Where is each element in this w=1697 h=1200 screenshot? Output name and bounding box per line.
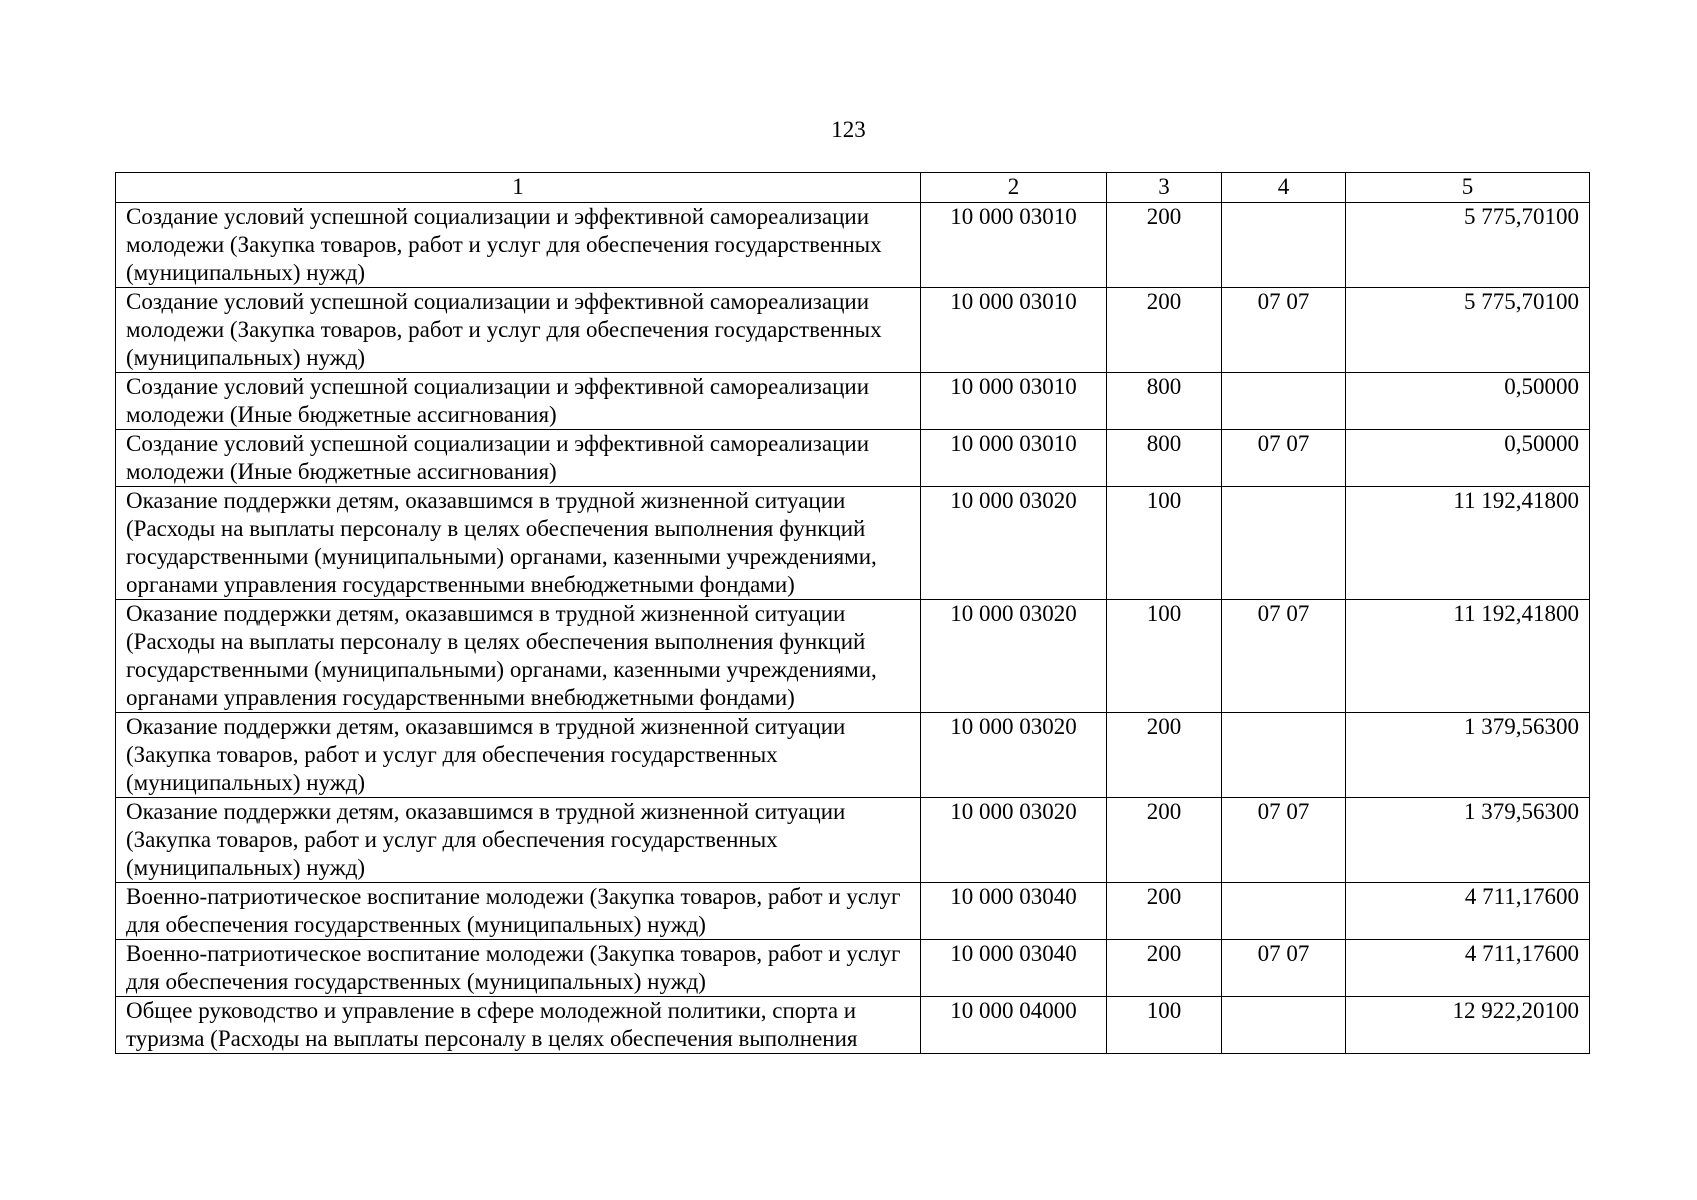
row-amount: 1 379,56300 [1346,713,1590,798]
row-expense-type: 200 [1107,798,1222,883]
row-amount: 1 379,56300 [1346,798,1590,883]
row-amount: 5 775,70100 [1346,203,1590,288]
table-row [116,798,1590,883]
row-expense-type: 800 [1107,373,1222,430]
table-row [116,487,1590,600]
row-section [1222,883,1346,940]
row-section: 07 07 [1222,288,1346,373]
table-row [116,373,1590,430]
row-section: 07 07 [1222,430,1346,487]
table-header-row [116,173,1590,203]
row-amount: 11 192,41800 [1346,487,1590,600]
table-row [116,997,1590,1054]
row-amount: 4 711,17600 [1346,883,1590,940]
row-code: 10 000 03010 [921,373,1107,430]
row-expense-type: 800 [1107,430,1222,487]
row-expense-type: 200 [1107,713,1222,798]
row-name: Оказание поддержки детям, оказавшимся в трудной жизненной ситуации (Закупка товаров, работ и услуг для обеспечения государственных (муниципальных) нужд) [116,798,921,883]
row-expense-type: 100 [1107,997,1222,1054]
row-name: Оказание поддержки детям, оказавшимся в трудной жизненной ситуации (Расходы на выплаты персоналу в целях обеспечения выполнения функций государственными (муниципальными) органами, казенными учреждениями, органами управления государственными внебюджетными фондами) [116,487,921,600]
row-name: Оказание поддержки детям, оказавшимся в трудной жизненной ситуации (Закупка товаров, работ и услуг для обеспечения государственных (муниципальных) нужд) [116,713,921,798]
row-name: Оказание поддержки детям, оказавшимся в трудной жизненной ситуации (Расходы на выплаты персоналу в целях обеспечения выполнения функций государственными (муниципальными) органами, казенными учреждениями, органами управления государственными внебюджетными фондами) [116,600,921,713]
table-row [116,203,1590,288]
row-section: 07 07 [1222,798,1346,883]
row-amount: 0,50000 [1346,373,1590,430]
row-amount: 12 922,20100 [1346,997,1590,1054]
row-code: 10 000 03020 [921,713,1107,798]
table-row [116,713,1590,798]
row-code: 10 000 03020 [921,798,1107,883]
row-section [1222,713,1346,798]
row-section: 07 07 [1222,600,1346,713]
header-col-5: 5 [1346,173,1590,203]
row-section [1222,373,1346,430]
row-expense-type: 200 [1107,883,1222,940]
row-code: 10 000 03010 [921,203,1107,288]
row-code: 10 000 03040 [921,940,1107,997]
row-name: Создание условий успешной социализации и эффективной самореализации молодежи (Закупка товаров, работ и услуг для обеспечения государственных (муниципальных) нужд) [116,288,921,373]
header-col-4: 4 [1222,173,1346,203]
header-col-1: 1 [116,173,921,203]
row-expense-type: 200 [1107,940,1222,997]
table-row [116,430,1590,487]
row-name: Военно-патриотическое воспитание молодежи (Закупка товаров, работ и услуг для обеспечения государственных (муниципальных) нужд) [116,883,921,940]
page-number: 123 [831,117,866,142]
row-expense-type: 200 [1107,203,1222,288]
row-amount: 11 192,41800 [1346,600,1590,713]
row-section [1222,487,1346,600]
header-col-3: 3 [1107,173,1222,203]
row-amount: 5 775,70100 [1346,288,1590,373]
row-name: Военно-патриотическое воспитание молодежи (Закупка товаров, работ и услуг для обеспечения государственных (муниципальных) нужд) [116,940,921,997]
header-col-2: 2 [921,173,1107,203]
row-expense-type: 200 [1107,288,1222,373]
row-code: 10 000 03010 [921,288,1107,373]
row-code: 10 000 03010 [921,430,1107,487]
table-row [116,288,1590,373]
row-code: 10 000 03020 [921,600,1107,713]
row-code: 10 000 03020 [921,487,1107,600]
row-section: 07 07 [1222,940,1346,997]
row-section [1222,997,1346,1054]
table-row [116,940,1590,997]
row-amount: 0,50000 [1346,430,1590,487]
row-name: Создание условий успешной социализации и эффективной самореализации молодежи (Иные бюджетные ассигнования) [116,430,921,487]
row-amount: 4 711,17600 [1346,940,1590,997]
row-code: 10 000 03040 [921,883,1107,940]
row-expense-type: 100 [1107,600,1222,713]
table-row [116,600,1590,713]
row-section [1222,203,1346,288]
row-name: Общее руководство и управление в сфере молодежной политики, спорта и туризма (Расходы на выплаты персоналу в целях обеспечения выполнения [116,997,921,1054]
budget-table [115,172,1590,1054]
row-expense-type: 100 [1107,487,1222,600]
row-name: Создание условий успешной социализации и эффективной самореализации молодежи (Закупка товаров, работ и услуг для обеспечения государственных (муниципальных) нужд) [116,203,921,288]
row-name: Создание условий успешной социализации и эффективной самореализации молодежи (Иные бюджетные ассигнования) [116,373,921,430]
table-row [116,883,1590,940]
row-code: 10 000 04000 [921,997,1107,1054]
